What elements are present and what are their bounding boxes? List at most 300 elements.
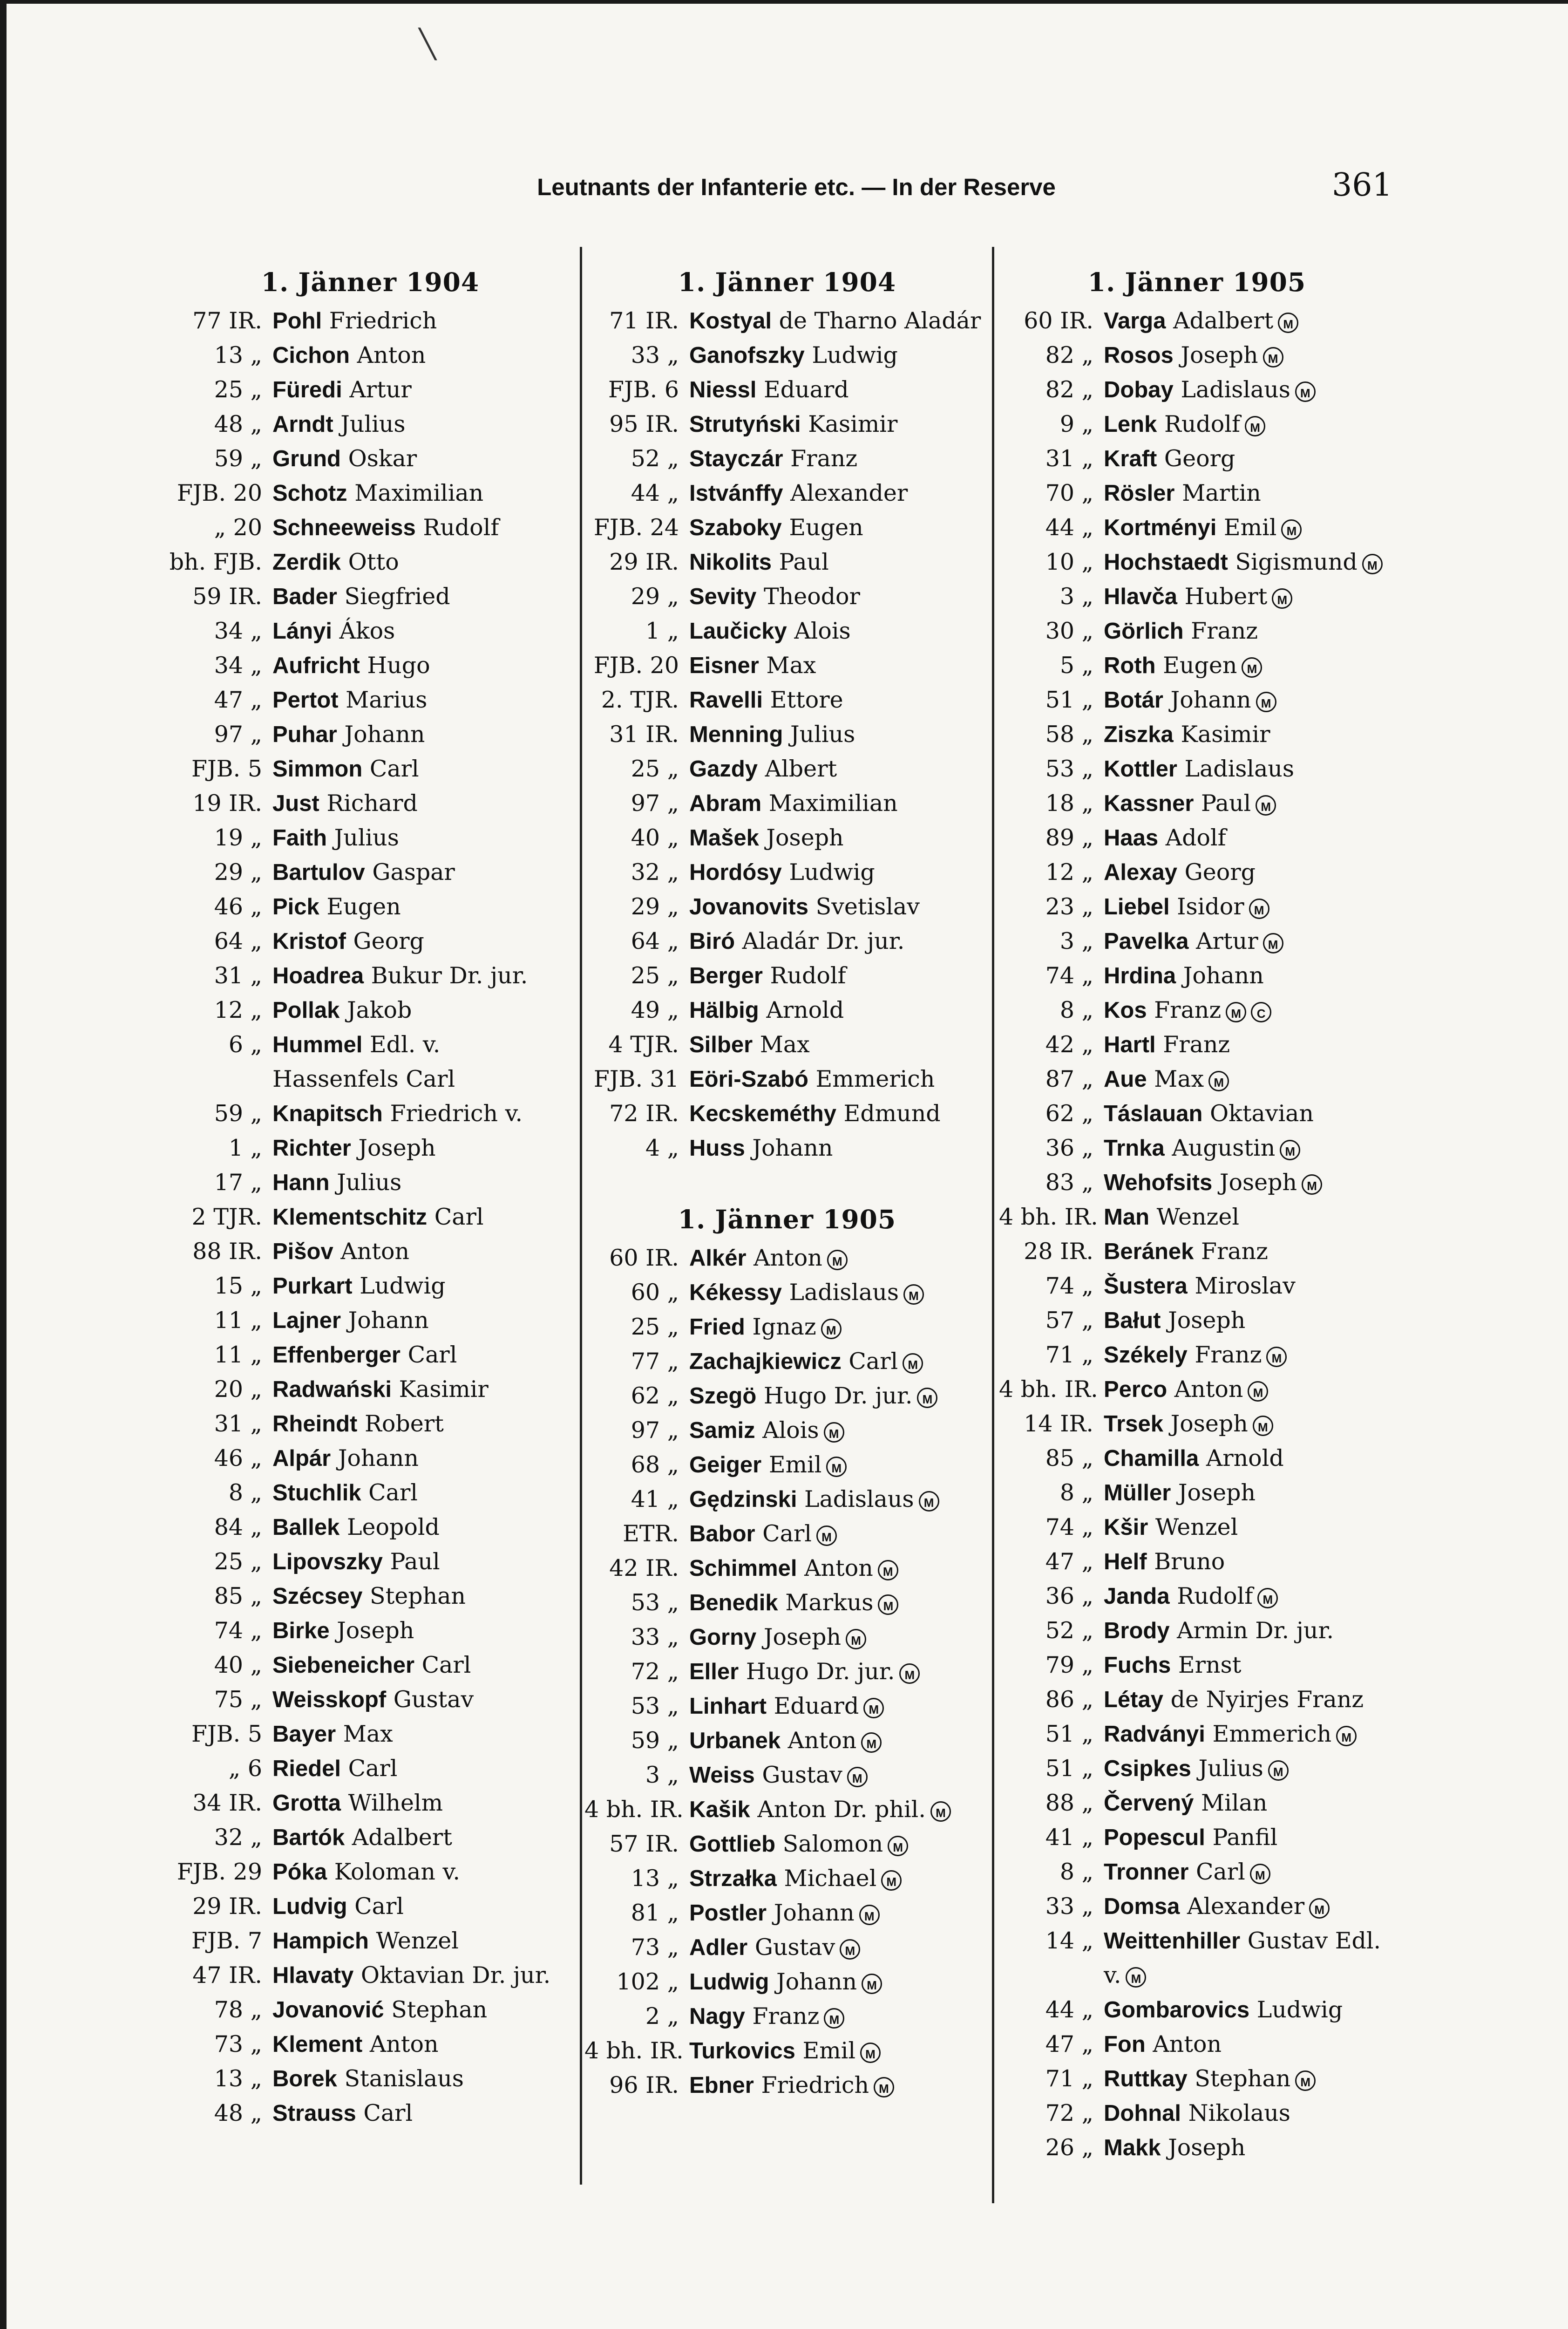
surname: Bader bbox=[272, 584, 337, 609]
given-names: Joseph bbox=[763, 1624, 842, 1650]
list-item bbox=[168, 1338, 573, 1372]
unit-label: 29 IR. bbox=[192, 1893, 262, 1920]
surname: Helf bbox=[1104, 1549, 1147, 1574]
officer-name bbox=[1104, 1062, 1395, 1096]
unit-label: 102 „ bbox=[616, 1968, 679, 1995]
list-item bbox=[168, 1028, 573, 1096]
surname: Riedel bbox=[272, 1756, 341, 1781]
unit-label: 72 „ bbox=[631, 1658, 679, 1685]
list-item bbox=[584, 442, 990, 476]
list-item bbox=[168, 1545, 573, 1579]
surname: Radwański bbox=[272, 1377, 392, 1402]
officer-name bbox=[689, 1062, 990, 1096]
officer-name bbox=[1104, 1028, 1395, 1062]
list-item bbox=[999, 1717, 1395, 1751]
officer-name bbox=[1104, 1889, 1395, 1924]
officer-name bbox=[689, 2068, 990, 2103]
unit-label: 42 „ bbox=[1045, 1031, 1093, 1058]
officer-name bbox=[1104, 717, 1395, 752]
list-item bbox=[584, 924, 990, 959]
surname: Stayczár bbox=[689, 446, 783, 471]
list-item bbox=[999, 1269, 1395, 1303]
given-names: Johann bbox=[1183, 962, 1264, 989]
officer-name bbox=[272, 890, 573, 924]
m-circle-icon: M bbox=[826, 1457, 847, 1477]
given-names: Carl bbox=[363, 2100, 413, 2126]
given-names: Hubert bbox=[1184, 583, 1268, 610]
surname: Aufricht bbox=[272, 653, 360, 678]
unit-label: 83 „ bbox=[1045, 1169, 1093, 1196]
column-rule-2 bbox=[992, 247, 994, 2203]
officer-name bbox=[689, 1131, 990, 1165]
unit-label: 29 „ bbox=[214, 859, 262, 885]
surname: Eisner bbox=[689, 653, 759, 678]
surname: Huss bbox=[689, 1136, 745, 1161]
surname: Lányi bbox=[272, 619, 332, 644]
officer-name bbox=[1104, 752, 1395, 786]
unit-label: 8 „ bbox=[228, 1479, 262, 1506]
unit-label: 46 „ bbox=[214, 1445, 262, 1471]
unit-label: 4 „ bbox=[645, 1135, 679, 1161]
surname: Perco bbox=[1104, 1377, 1168, 1402]
list-item bbox=[584, 1999, 990, 2034]
officer-name bbox=[272, 1751, 573, 1786]
given-names: Friedrich bbox=[329, 307, 437, 334]
given-names: Maximilian bbox=[768, 790, 898, 817]
officer-name bbox=[1104, 476, 1395, 511]
m-circle-icon: M bbox=[1263, 347, 1283, 368]
surname: Kottler bbox=[1104, 756, 1177, 782]
m-circle-icon: M bbox=[861, 1732, 882, 1753]
given-names: Paul bbox=[779, 549, 829, 575]
officer-name bbox=[272, 1096, 573, 1131]
unit-label: 51 „ bbox=[1045, 687, 1093, 713]
unit-label: 18 „ bbox=[1045, 790, 1093, 817]
unit-label: 3 „ bbox=[645, 1762, 679, 1788]
officer-name bbox=[689, 993, 990, 1028]
given-names: Julius bbox=[340, 411, 406, 437]
officer-name bbox=[689, 511, 990, 545]
surname: Gorny bbox=[689, 1625, 757, 1650]
list-item bbox=[168, 2027, 573, 2062]
list-item bbox=[999, 614, 1395, 648]
list-item bbox=[168, 407, 573, 442]
surname: Bałut bbox=[1104, 1308, 1161, 1333]
surname: Kostyal bbox=[689, 308, 772, 334]
list-item bbox=[584, 648, 990, 683]
officer-name bbox=[272, 1648, 573, 1682]
list-item bbox=[584, 959, 990, 993]
given-names: Max bbox=[760, 1031, 810, 1058]
list-item bbox=[584, 1062, 990, 1096]
list-item bbox=[584, 1517, 990, 1551]
unit-label: 44 „ bbox=[1045, 514, 1093, 541]
unit-label: 8 „ bbox=[1059, 997, 1093, 1023]
unit-label: FJB. 6 bbox=[608, 376, 679, 403]
list-item bbox=[584, 304, 990, 338]
unit-label: 88 „ bbox=[1045, 1790, 1093, 1816]
list-item bbox=[168, 1889, 573, 1924]
surname: Görlich bbox=[1104, 619, 1184, 644]
surname: Lajner bbox=[272, 1308, 341, 1333]
surname: Just bbox=[272, 791, 319, 816]
list-item bbox=[584, 2068, 990, 2103]
unit-label: 77 „ bbox=[631, 1348, 679, 1375]
surname: Birke bbox=[272, 1618, 330, 1643]
given-names: Ludwig bbox=[789, 859, 875, 885]
officer-name bbox=[272, 1234, 573, 1269]
officer-name bbox=[689, 1448, 990, 1482]
given-names: Carl bbox=[369, 756, 419, 782]
officer-name bbox=[272, 1200, 573, 1234]
list-item bbox=[584, 1344, 990, 1379]
given-names: Eugen bbox=[789, 514, 863, 541]
unit-label: 52 „ bbox=[631, 445, 679, 472]
given-names: Gaspar bbox=[372, 859, 455, 885]
given-names: Oktavian Dr. jur. bbox=[360, 1962, 551, 1989]
unit-label: 25 „ bbox=[631, 1314, 679, 1340]
surname: Pertot bbox=[272, 688, 339, 713]
section-heading: 1. Jänner 1904 bbox=[261, 267, 480, 297]
surname: Tronner bbox=[1104, 1859, 1189, 1885]
given-names: Ladislaus bbox=[1184, 756, 1294, 782]
given-names: Artur bbox=[1196, 928, 1258, 954]
given-names: Franz bbox=[1163, 1031, 1230, 1058]
given-names: Ákos bbox=[339, 618, 395, 644]
given-names: Gustav bbox=[754, 1934, 835, 1961]
officer-name bbox=[272, 1476, 573, 1510]
list-item bbox=[999, 855, 1395, 890]
unit-label: 13 „ bbox=[631, 1865, 679, 1892]
given-names: Emil bbox=[802, 2037, 856, 2064]
given-names: Eduard bbox=[763, 376, 849, 403]
unit-label: 48 „ bbox=[214, 411, 262, 437]
m-circle-icon: M bbox=[846, 1629, 866, 1649]
officer-name bbox=[272, 821, 573, 855]
unit-label: 60 „ bbox=[631, 1279, 679, 1306]
given-names: Franz bbox=[790, 445, 858, 472]
unit-label: 29 „ bbox=[631, 583, 679, 610]
unit-label: 95 IR. bbox=[609, 411, 679, 437]
m-circle-icon: M bbox=[1126, 1967, 1146, 1988]
officer-name bbox=[272, 373, 573, 407]
officer-name bbox=[272, 683, 573, 717]
list-item bbox=[168, 1096, 573, 1131]
unit-label: 47 „ bbox=[1045, 2031, 1093, 2057]
page-number: 361 bbox=[1332, 167, 1392, 204]
unit-label: 42 IR. bbox=[609, 1555, 679, 1581]
officer-name bbox=[272, 648, 573, 683]
officer-name bbox=[689, 442, 990, 476]
unit-label: 14 IR. bbox=[1024, 1410, 1093, 1437]
given-names: de Nyirjes Franz bbox=[1170, 1686, 1364, 1713]
given-names: Wenzel bbox=[1155, 1514, 1238, 1540]
list-item bbox=[168, 1786, 573, 1820]
given-names: Jakob bbox=[346, 997, 412, 1023]
surname: Geiger bbox=[689, 1452, 762, 1478]
surname: Kristof bbox=[272, 929, 346, 954]
surname: Székely bbox=[1104, 1342, 1188, 1368]
unit-label: 57 „ bbox=[1045, 1307, 1093, 1334]
list-item bbox=[999, 1614, 1395, 1648]
given-names: Stephan bbox=[370, 1583, 466, 1609]
unit-label: 79 „ bbox=[1045, 1652, 1093, 1678]
m-circle-icon: M bbox=[1245, 416, 1265, 436]
officer-name bbox=[272, 786, 573, 821]
surname: Pick bbox=[272, 894, 319, 919]
list-item bbox=[999, 545, 1395, 579]
given-names: Alois bbox=[794, 618, 851, 644]
given-names: Kasimir bbox=[399, 1376, 489, 1403]
given-names: Gustav bbox=[762, 1762, 842, 1788]
officer-name bbox=[272, 2062, 573, 2096]
unit-label: 29 „ bbox=[631, 893, 679, 920]
unit-label: 78 „ bbox=[214, 1996, 262, 2023]
officer-name bbox=[272, 338, 573, 373]
list-item bbox=[999, 1820, 1395, 1855]
list-item bbox=[584, 1655, 990, 1689]
given-names: Joseph bbox=[1168, 2134, 1246, 2161]
m-circle-icon: M bbox=[1248, 1381, 1268, 1402]
officer-name bbox=[1104, 338, 1395, 373]
officer-name bbox=[1104, 1648, 1395, 1682]
unit-label: 71 „ bbox=[1045, 1342, 1093, 1368]
officer-name bbox=[1104, 1303, 1395, 1338]
surname: Alkér bbox=[689, 1246, 747, 1271]
surname: Faith bbox=[272, 825, 327, 851]
given-names: Wenzel bbox=[376, 1927, 459, 1954]
officer-name bbox=[272, 1407, 573, 1441]
m-circle-icon: M bbox=[1295, 2070, 1316, 2091]
list-item bbox=[999, 2062, 1395, 2096]
officer-name bbox=[689, 786, 990, 821]
m-circle-icon: M bbox=[930, 1801, 951, 1822]
given-names: de Tharno Aladár bbox=[779, 307, 981, 334]
officer-name bbox=[1104, 1820, 1395, 1855]
given-names: Franz bbox=[1154, 997, 1222, 1023]
given-names: Carl bbox=[348, 1755, 398, 1782]
officer-name bbox=[1104, 993, 1395, 1028]
list-item bbox=[999, 1407, 1395, 1441]
list-item bbox=[584, 545, 990, 579]
officer-name bbox=[689, 1827, 990, 1861]
list-item bbox=[584, 786, 990, 821]
unit-label: FJB. 31 bbox=[593, 1066, 679, 1092]
given-names: Franz bbox=[1201, 1238, 1268, 1265]
m-circle-icon: M bbox=[827, 1250, 848, 1270]
surname: Aue bbox=[1104, 1067, 1147, 1092]
surname: Fried bbox=[689, 1314, 745, 1340]
surname: Hlavča bbox=[1104, 584, 1178, 609]
officer-name bbox=[272, 1993, 573, 2027]
officer-name bbox=[1104, 442, 1395, 476]
officer-name bbox=[689, 1586, 990, 1620]
list-item bbox=[168, 924, 573, 959]
officer-name bbox=[1104, 1234, 1395, 1269]
surname: Siebeneicher bbox=[272, 1653, 415, 1678]
surname: Samiz bbox=[689, 1418, 755, 1443]
given-names: Ernst bbox=[1178, 1652, 1242, 1678]
list-item bbox=[584, 614, 990, 648]
given-names: Carl bbox=[762, 1520, 812, 1547]
officer-name bbox=[1104, 786, 1395, 821]
unit-label: 53 „ bbox=[631, 1589, 679, 1616]
list-item bbox=[584, 1413, 990, 1448]
list-item bbox=[584, 2034, 990, 2068]
list-item bbox=[999, 1441, 1395, 1476]
unit-label: 33 „ bbox=[631, 1624, 679, 1650]
surname: Hann bbox=[272, 1170, 330, 1195]
m-circle-icon: M bbox=[881, 1870, 902, 1891]
list-item bbox=[168, 890, 573, 924]
surname: Richter bbox=[272, 1136, 351, 1161]
list-item bbox=[584, 1896, 990, 1930]
officer-name bbox=[689, 1379, 990, 1413]
unit-label: 20 „ bbox=[214, 1376, 262, 1403]
officer-name bbox=[1104, 1165, 1395, 1200]
surname: Klement bbox=[272, 2032, 363, 2057]
m-circle-icon: M bbox=[903, 1353, 923, 1374]
list-item bbox=[999, 511, 1395, 545]
officer-name bbox=[689, 752, 990, 786]
given-names: Ladislaus bbox=[789, 1279, 899, 1306]
surname: Alpár bbox=[272, 1446, 331, 1471]
given-names: Ladislaus bbox=[804, 1486, 914, 1512]
unit-label: FJB. 20 bbox=[176, 480, 262, 506]
surname: Ludwig bbox=[689, 1969, 769, 1995]
m-circle-icon: M bbox=[919, 1491, 939, 1512]
officer-name bbox=[689, 545, 990, 579]
unit-label: 47 „ bbox=[214, 687, 262, 713]
unit-label: 53 „ bbox=[631, 1693, 679, 1719]
unit-label: 32 „ bbox=[214, 1824, 262, 1851]
surname: Kékessy bbox=[689, 1280, 782, 1305]
officer-name bbox=[1104, 1786, 1395, 1820]
m-circle-icon: M bbox=[1253, 1416, 1273, 1436]
list-item bbox=[584, 1482, 990, 1517]
unit-label: 8 „ bbox=[1059, 1479, 1093, 1506]
unit-label: bh. FJB. bbox=[169, 549, 262, 575]
surname: Benedik bbox=[689, 1590, 778, 1615]
list-item bbox=[584, 1758, 990, 1792]
given-names: Johann bbox=[338, 1445, 419, 1471]
list-item bbox=[168, 579, 573, 614]
list-item bbox=[999, 1924, 1395, 1993]
surname: Menning bbox=[689, 722, 783, 747]
unit-label: FJB. 24 bbox=[593, 514, 679, 541]
unit-label: 32 „ bbox=[631, 859, 679, 885]
section-heading: 1. Jänner 1905 bbox=[678, 1204, 896, 1234]
list-item bbox=[999, 1096, 1395, 1131]
unit-label: 71 IR. bbox=[609, 307, 679, 334]
list-item bbox=[584, 1861, 990, 1896]
surname: Stuchlik bbox=[272, 1480, 361, 1505]
given-names: Panfil bbox=[1212, 1824, 1278, 1851]
unit-label: 14 „ bbox=[1045, 1927, 1093, 1954]
surname: Janda bbox=[1104, 1584, 1170, 1609]
unit-label: 96 IR. bbox=[609, 2072, 679, 2098]
surname: Pohl bbox=[272, 308, 322, 334]
officer-name bbox=[1104, 1579, 1395, 1614]
unit-label: 60 IR. bbox=[609, 1245, 679, 1271]
officer-name bbox=[689, 1241, 990, 1275]
list-item bbox=[584, 1689, 990, 1723]
officer-name bbox=[272, 1958, 573, 1993]
given-names: Oktavian bbox=[1210, 1100, 1314, 1127]
unit-label: 31 „ bbox=[1045, 445, 1093, 472]
list-item bbox=[999, 1200, 1395, 1234]
list-item bbox=[584, 511, 990, 545]
officer-name bbox=[272, 1855, 573, 1889]
unit-label: 59 „ bbox=[214, 445, 262, 472]
given-names: Friedrich v. bbox=[390, 1100, 523, 1127]
given-names: Wenzel bbox=[1156, 1204, 1239, 1230]
list-item bbox=[168, 1682, 573, 1717]
surname: Sevity bbox=[689, 584, 757, 609]
given-names: Carl bbox=[368, 1479, 418, 1506]
surname: Linhart bbox=[689, 1694, 767, 1719]
surname: Bayer bbox=[272, 1722, 336, 1747]
surname: Nikolits bbox=[689, 550, 772, 575]
officer-name bbox=[1104, 648, 1395, 683]
list-item bbox=[999, 1545, 1395, 1579]
unit-label: 11 „ bbox=[214, 1307, 262, 1334]
list-item bbox=[999, 1786, 1395, 1820]
officer-name bbox=[1104, 1200, 1395, 1234]
given-names: Alexander bbox=[790, 480, 908, 506]
surname: Knapitsch bbox=[272, 1101, 383, 1126]
list-item bbox=[999, 579, 1395, 614]
column-3 bbox=[999, 261, 1395, 2165]
given-names: Joseph bbox=[766, 824, 844, 851]
officer-name bbox=[689, 407, 990, 442]
given-names: Hugo Dr. jur. bbox=[746, 1658, 895, 1685]
given-names: Johann bbox=[774, 1900, 855, 1926]
unit-label: 41 „ bbox=[1045, 1824, 1093, 1851]
unit-label: 77 IR. bbox=[192, 307, 262, 334]
unit-label: 51 „ bbox=[1045, 1721, 1093, 1747]
officer-name bbox=[1104, 1510, 1395, 1545]
surname: Weiss bbox=[689, 1763, 755, 1788]
surname: Rosos bbox=[1104, 343, 1174, 368]
surname: Hrdina bbox=[1104, 963, 1176, 988]
list-item bbox=[584, 683, 990, 717]
unit-label: 74 „ bbox=[1045, 1514, 1093, 1540]
surname: Makk bbox=[1104, 2135, 1161, 2160]
surname: Simmon bbox=[272, 756, 363, 782]
surname: Ravelli bbox=[689, 688, 763, 713]
list-item bbox=[168, 683, 573, 717]
surname: Ballek bbox=[272, 1515, 340, 1540]
given-names: Rudolf bbox=[770, 962, 846, 989]
list-item bbox=[584, 1827, 990, 1861]
given-names: Johann bbox=[752, 1135, 833, 1161]
officer-name bbox=[272, 1303, 573, 1338]
officer-name bbox=[689, 683, 990, 717]
list-item bbox=[999, 1993, 1395, 2027]
m-circle-icon: M bbox=[862, 1974, 882, 1994]
list-item bbox=[168, 821, 573, 855]
list-item bbox=[999, 717, 1395, 752]
surname: Strauss bbox=[272, 2101, 356, 2126]
officer-name bbox=[689, 1689, 990, 1723]
list-item bbox=[999, 1889, 1395, 1924]
m-circle-icon: M bbox=[1250, 1864, 1270, 1884]
given-names: Eduard bbox=[774, 1693, 859, 1719]
given-names: Gustav bbox=[393, 1686, 474, 1713]
unit-label: 74 „ bbox=[1045, 962, 1093, 989]
unit-label: 60 IR. bbox=[1024, 307, 1093, 334]
